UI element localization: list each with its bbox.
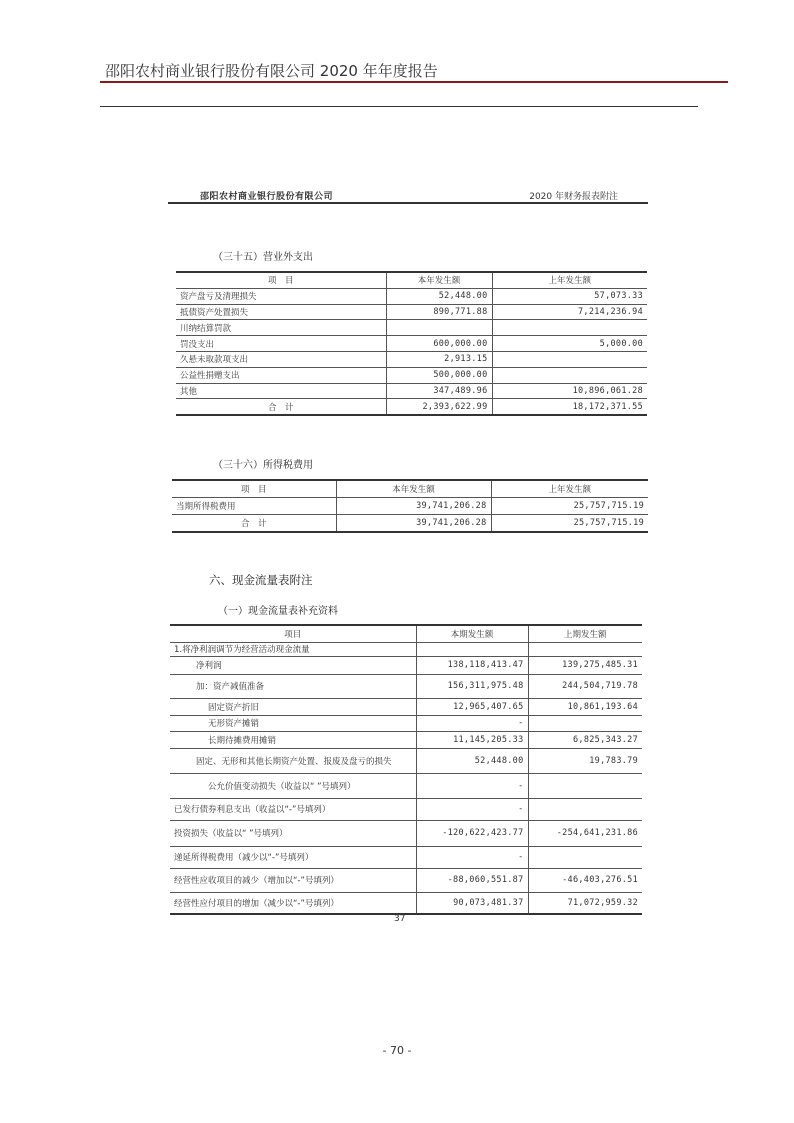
row-current: -: [416, 715, 528, 731]
row-item: 经营性应付项目的增加（减少以“-”号填列）: [170, 892, 416, 914]
page-header-title: 邵阳农村商业银行股份有限公司 2020 年年度报告: [105, 62, 438, 80]
table-row: [170, 656, 642, 674]
row-prior: 57,073.33: [492, 288, 647, 304]
row-prior: 10,861,193.64: [528, 698, 642, 715]
table-row: [176, 304, 647, 320]
scan-head-bar: [168, 182, 648, 204]
row-prior: 71,072,959.32: [528, 892, 642, 914]
row-current: 156,311,975.48: [416, 674, 528, 698]
table-row: [170, 731, 642, 748]
row-item: 1.将净利润调节为经营活动现金流量: [170, 642, 416, 656]
row-prior: [528, 715, 642, 731]
row-item: 久悬未取款项支出: [176, 351, 386, 367]
row-item: 其他: [176, 383, 386, 399]
row-item: 投资损失（收益以“ ”号填列）: [170, 820, 416, 846]
total-prior: 18,172,371.55: [492, 399, 647, 415]
row-prior: [492, 367, 647, 383]
total-label: 合 计: [172, 515, 336, 533]
income-tax-expense-table: [172, 479, 648, 533]
col-header-current: 本年发生额: [336, 480, 491, 498]
row-prior: 10,896,061.28: [492, 383, 647, 399]
row-prior: 7,214,236.94: [492, 304, 647, 320]
non-operating-expenses-table: [176, 271, 647, 416]
row-prior: [528, 846, 642, 868]
row-prior: 244,504,719.78: [528, 674, 642, 698]
row-current: -88,060,551.87: [416, 868, 528, 892]
row-current: -: [416, 798, 528, 820]
row-prior: [528, 798, 642, 820]
table-row: [170, 674, 642, 698]
table-row: [170, 868, 642, 892]
row-current: 890,771.88: [386, 304, 492, 320]
table-row: [176, 320, 647, 336]
row-current: -: [416, 846, 528, 868]
section36-title: （三十六）所得税费用: [213, 460, 313, 471]
table-row: [176, 288, 647, 304]
table-row: [176, 383, 647, 399]
row-current: -120,622,423.77: [416, 820, 528, 846]
table-row: [170, 715, 642, 731]
row-item: 公允价值变动损失（收益以“ ”号填列）: [170, 773, 416, 798]
row-prior: -46,403,276.51: [528, 868, 642, 892]
row-item: 罚没支出: [176, 336, 386, 352]
row-current: 52,448.00: [416, 748, 528, 773]
table-row: [170, 773, 642, 798]
row-prior: 19,783.79: [528, 748, 642, 773]
row-prior: [528, 773, 642, 798]
row-prior: -254,641,231.86: [528, 820, 642, 846]
row-item: 资产盘亏及清理损失: [176, 288, 386, 304]
row-current: 52,448.00: [386, 288, 492, 304]
row-prior: [492, 320, 647, 336]
row-item: 长期待摊费用摊销: [170, 731, 416, 748]
row-item: 净利润: [170, 656, 416, 674]
row-current: -: [416, 773, 528, 798]
row-prior: [492, 351, 647, 367]
col-header-current: 本年发生额: [386, 272, 492, 288]
table-row: [170, 698, 642, 715]
row-prior: 5,000.00: [492, 336, 647, 352]
scan-company-name: 邵阳农村商业银行股份有限公司: [200, 192, 334, 202]
row-item: 公益性捐赠支出: [176, 367, 386, 383]
table-row: [176, 336, 647, 352]
total-row: [172, 515, 648, 533]
row-current: 138,118,413.47: [416, 656, 528, 674]
scanned-page-header: [168, 182, 648, 204]
header-rule-thin: [100, 106, 698, 107]
table-row: [170, 846, 642, 868]
table-row: [170, 798, 642, 820]
scan-notes-label: 2020 年财务报表附注: [529, 192, 618, 202]
row-current: 39,741,206.28: [336, 498, 491, 515]
cash-flow-supplementary-table: [170, 624, 642, 915]
row-item: 经营性应收项目的减少（增加以“-”号填列）: [170, 868, 416, 892]
page-number: - 70 -: [382, 1044, 412, 1057]
col-header-item: 项 目: [172, 480, 336, 498]
header-rule: [100, 81, 728, 83]
row-item: 递延所得税费用（减少以“-”号填列）: [170, 846, 416, 868]
table-row: [170, 748, 642, 773]
table-row: [170, 642, 642, 656]
table-row: [176, 351, 647, 367]
col-header-item: 项目: [170, 625, 416, 642]
total-row: [176, 399, 647, 415]
table-header-row: [172, 480, 648, 498]
row-item: 无形资产摊销: [170, 715, 416, 731]
col-header-item: 项 目: [176, 272, 386, 288]
row-current: 11,145,205.33: [416, 731, 528, 748]
row-item: 已发行债券利息支出（收益以“-”号填列）: [170, 798, 416, 820]
col-header-prior: 上年发生额: [491, 480, 648, 498]
row-current: 347,489.96: [386, 383, 492, 399]
row-current: 2,913.15: [386, 351, 492, 367]
row-prior: 25,757,715.19: [491, 498, 648, 515]
table-row: [170, 820, 642, 846]
row-current: 600,000.00: [386, 336, 492, 352]
row-item: 固定、无形和其他长期资产处置、报废及盘亏的损失: [170, 748, 416, 773]
row-item: 川纳结算罚款: [176, 320, 386, 336]
table-header-row: [170, 625, 642, 642]
col-header-prior: 上期发生额: [528, 625, 642, 642]
section6-sub-title: （一）现金流量表补充资料: [218, 606, 338, 617]
row-item: 当期所得税费用: [172, 498, 336, 515]
total-current: 39,741,206.28: [336, 515, 491, 533]
total-prior: 25,757,715.19: [491, 515, 648, 533]
row-current: [386, 320, 492, 336]
section6-title: 六、现金流量表附注: [209, 573, 313, 587]
row-prior: 139,275,485.31: [528, 656, 642, 674]
row-prior: 6,825,343.27: [528, 731, 642, 748]
row-item: 固定资产折旧: [170, 698, 416, 715]
table-row: [170, 892, 642, 914]
row-current: 500,000.00: [386, 367, 492, 383]
section35-title: （三十五）营业外支出: [213, 252, 313, 263]
total-current: 2,393,622.99: [386, 399, 492, 415]
table-header-row: [176, 272, 647, 288]
table-row: [172, 498, 648, 515]
row-item: 加：资产减值准备: [170, 674, 416, 698]
row-current: 90,073,481.37: [416, 892, 528, 914]
row-item: 抵债资产处置损失: [176, 304, 386, 320]
table-row: [176, 367, 647, 383]
col-header-current: 本期发生额: [416, 625, 528, 642]
col-header-prior: 上年发生额: [492, 272, 647, 288]
scanned-page-number: 37: [394, 914, 406, 924]
total-label: 合 计: [176, 399, 386, 415]
row-prior: [528, 642, 642, 656]
row-current: 12,965,407.65: [416, 698, 528, 715]
row-current: [416, 642, 528, 656]
